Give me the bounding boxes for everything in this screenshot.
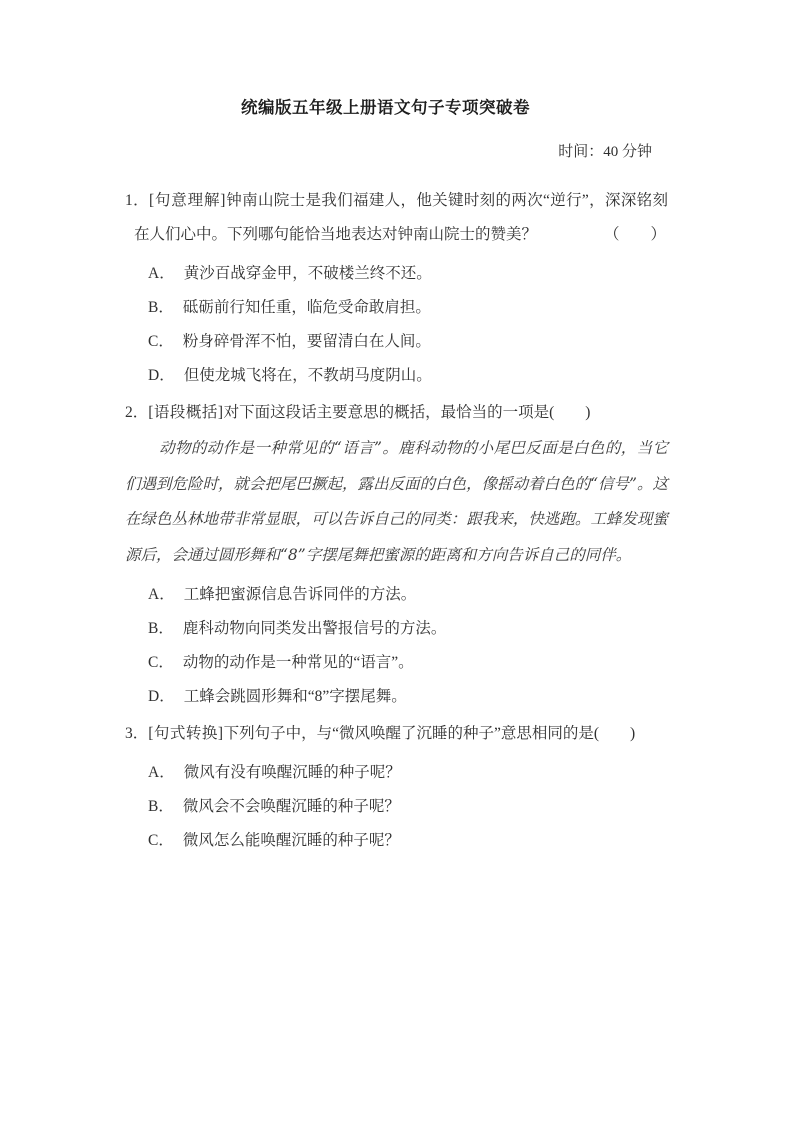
option-item xyxy=(148,790,668,824)
question-1 xyxy=(125,184,668,393)
question-1-options xyxy=(148,257,668,393)
option-letter: D． xyxy=(148,688,175,705)
option-item xyxy=(148,291,668,325)
option-letter: B． xyxy=(148,798,174,815)
question-number: 3． xyxy=(125,725,149,742)
question-3 xyxy=(125,717,668,858)
question-number: 1． xyxy=(125,192,149,209)
option-text: 但使龙城飞将在，不教胡马度阴山。 xyxy=(183,367,432,384)
option-item xyxy=(148,612,668,646)
option-item xyxy=(148,680,668,714)
option-text: 微风会不会唤醒沉睡的种子呢？ xyxy=(182,798,400,815)
option-text: 微风怎么能唤醒沉睡的种子呢？ xyxy=(182,832,400,849)
question-3-options xyxy=(148,756,668,858)
question-2-stem xyxy=(125,396,668,430)
page-title: 统编版五年级上册语文句子专项突破卷 xyxy=(241,99,530,117)
question-tag: [句式转换] xyxy=(148,725,224,742)
option-text: 微风有没有唤醒沉睡的种子呢？ xyxy=(183,764,401,781)
question-list xyxy=(103,184,668,858)
question-number: 2． xyxy=(125,404,149,421)
option-letter: C． xyxy=(148,832,174,849)
option-item xyxy=(148,578,668,612)
option-letter: A． xyxy=(148,265,175,282)
option-text: 粉身碎骨浑不怕，要留清白在人间。 xyxy=(182,333,431,350)
option-letter: A． xyxy=(148,586,175,603)
question-3-stem xyxy=(125,717,668,751)
option-item xyxy=(148,824,668,858)
option-letter: D． xyxy=(148,367,175,384)
option-item xyxy=(148,646,668,680)
question-stem-text: 对下面这段话主要意思的概括，最恰当的一项是( ) xyxy=(223,404,591,421)
question-2-options xyxy=(148,578,668,714)
option-letter: A． xyxy=(148,764,175,781)
question-2-passage: 动物的动作是一种常见的“语言”。鹿科动物的小尾巴反面是白色的，当它们遇到危险时，就会把尾巴撅起，露出反面的白色，像摇动着白色的“信号”。这在绿色丛林地带非常显眼，可以告诉自己的同类：跟我来，快逃跑。工蜂发现蜜源后，会通过圆形舞和“8”字摆尾舞把蜜源的距离和方向告诉自己的同伴。 xyxy=(125,439,668,564)
option-text: 动物的动作是一种常见的“语言”。 xyxy=(182,654,414,671)
question-tag: [句意理解] xyxy=(148,192,226,209)
option-text: 鹿科动物向同类发出警报信号的方法。 xyxy=(182,620,447,637)
question-2 xyxy=(125,396,668,714)
option-letter: B． xyxy=(148,620,174,637)
option-text: 砥砺前行知任重，临危受命敢肩担。 xyxy=(182,299,431,316)
option-letter: C． xyxy=(148,333,174,350)
option-item xyxy=(148,359,668,393)
option-text: 黄沙百战穿金甲，不破楼兰终不还。 xyxy=(183,265,432,282)
option-text: 工蜂会跳圆形舞和“8”字摆尾舞。 xyxy=(183,688,407,705)
question-stem-text: 下列句子中，与“微风唤醒了沉睡的种子”意思相同的是( ) xyxy=(223,725,636,742)
option-item xyxy=(148,756,668,790)
question-stem-text: 钟南山院士是我们福建人，他关键时刻的两次“逆行”，深深铭刻在人们心中。下列哪句能恰当地表达对钟南山院士的赞美？ xyxy=(134,192,668,243)
option-letter: B． xyxy=(148,299,174,316)
question-tag: [语段概括] xyxy=(148,404,224,421)
time-limit-label: 时间：40 分钟 xyxy=(558,144,652,160)
answer-bracket: （ ） xyxy=(603,226,666,243)
question-1-stem xyxy=(125,184,668,252)
option-letter: C． xyxy=(148,654,174,671)
option-item xyxy=(148,257,668,291)
option-text: 工蜂把蜜源信息告诉同伴的方法。 xyxy=(183,586,417,603)
option-item xyxy=(148,325,668,359)
